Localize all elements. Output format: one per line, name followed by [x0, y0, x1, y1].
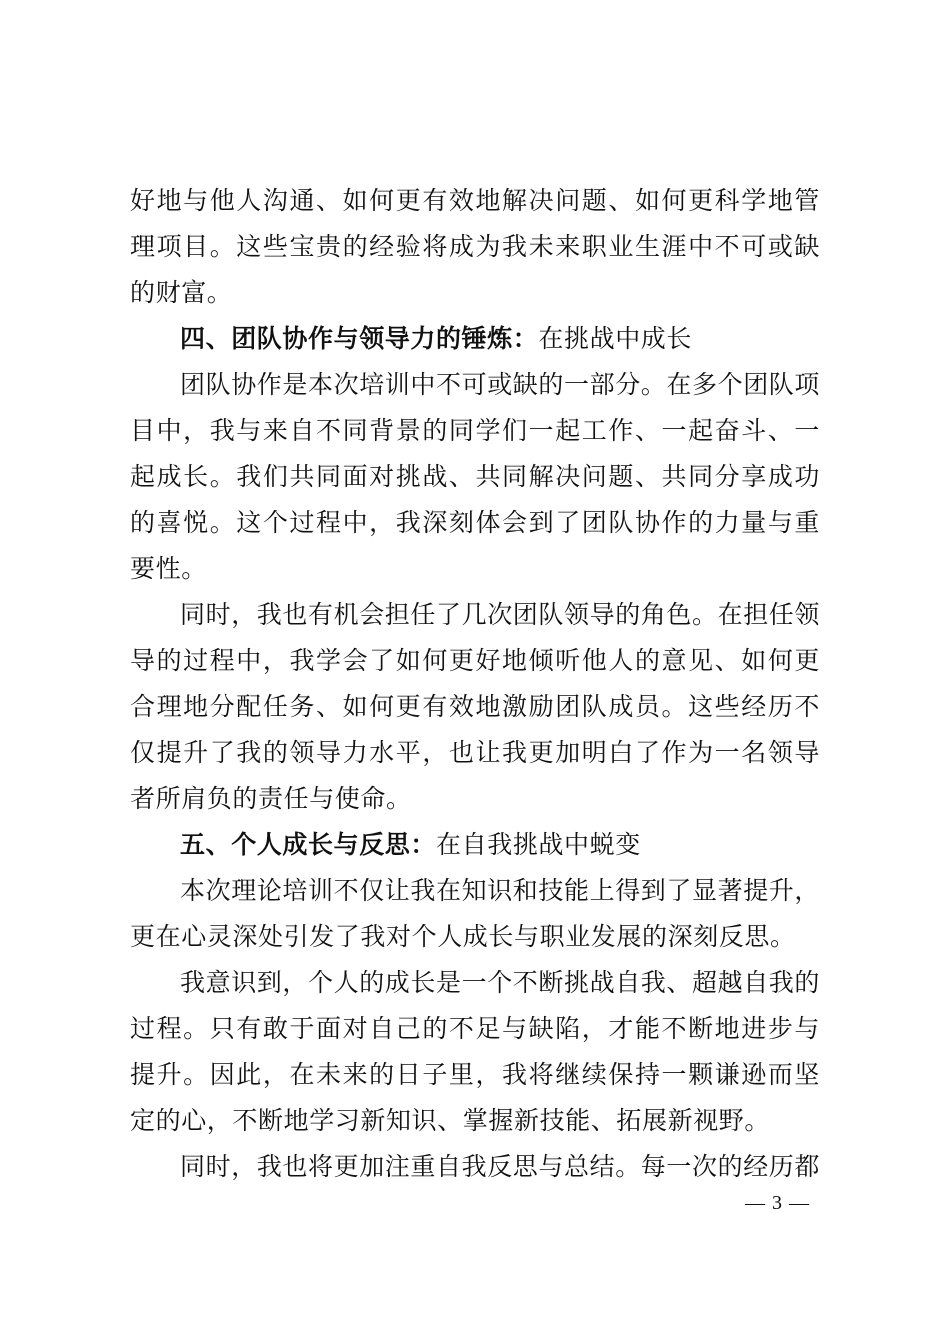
paragraph: 同时，我也将更加注重自我反思与总结。每一次的经历都 — [180, 1152, 821, 1181]
section-heading-four-title: 四、团队协作与领导力的锤炼： — [180, 324, 539, 353]
section-heading-five-title: 五、个人成长与反思： — [180, 830, 437, 859]
section-heading-five-subtitle: 在自我挑战中蜕变 — [436, 830, 641, 859]
section-heading-five — [130, 822, 820, 868]
paragraph: 同时，我也有机会担任了几次团队领导的角色。在担任领导的过程中，我学会了如何更好地倾听他人的意见、如何更合理地分配任务、如何更有效地激励团队成员。这些经历不仅提升了我的领导力水平，也让我更加明白了作为一名领导者所肩负的责任与使命。 — [130, 600, 821, 813]
paragraph: 本次理论培训不仅让我在知识和技能上得到了显著提升，更在心灵深处引发了我对个人成长与职业发展的深刻反思。 — [130, 876, 821, 951]
paragraph-continuation: 好地与他人沟通、如何更有效地解决问题、如何更科学地管理项目。这些宝贵的经验将成为我未来职业生涯中不可或缺的财富。 — [130, 186, 820, 307]
paragraph: 我意识到，个人的成长是一个不断挑战自我、超越自我的过程。只有敢于面对自己的不足与缺陷，才能不断地进步与提升。因此，在未来的日子里，我将继续保持一颗谦逊而坚定的心，不断地学习新知识、掌握新技能、拓展新视野。 — [130, 968, 821, 1135]
page-number: — 3 — — [745, 1192, 810, 1214]
paragraph: 团队协作是本次培训中不可或缺的一部分。在多个团队项目中，我与来自不同背景的同学们一起工作、一起奋斗、一起成长。我们共同面对挑战、共同解决问题、共同分享成功的喜悦。这个过程中，我深刻体会到了团队协作的力量与重要性。 — [130, 370, 821, 583]
section-heading-four-subtitle: 在挑战中成长 — [538, 324, 693, 353]
document-body — [130, 178, 820, 1190]
section-heading-four — [130, 316, 820, 362]
